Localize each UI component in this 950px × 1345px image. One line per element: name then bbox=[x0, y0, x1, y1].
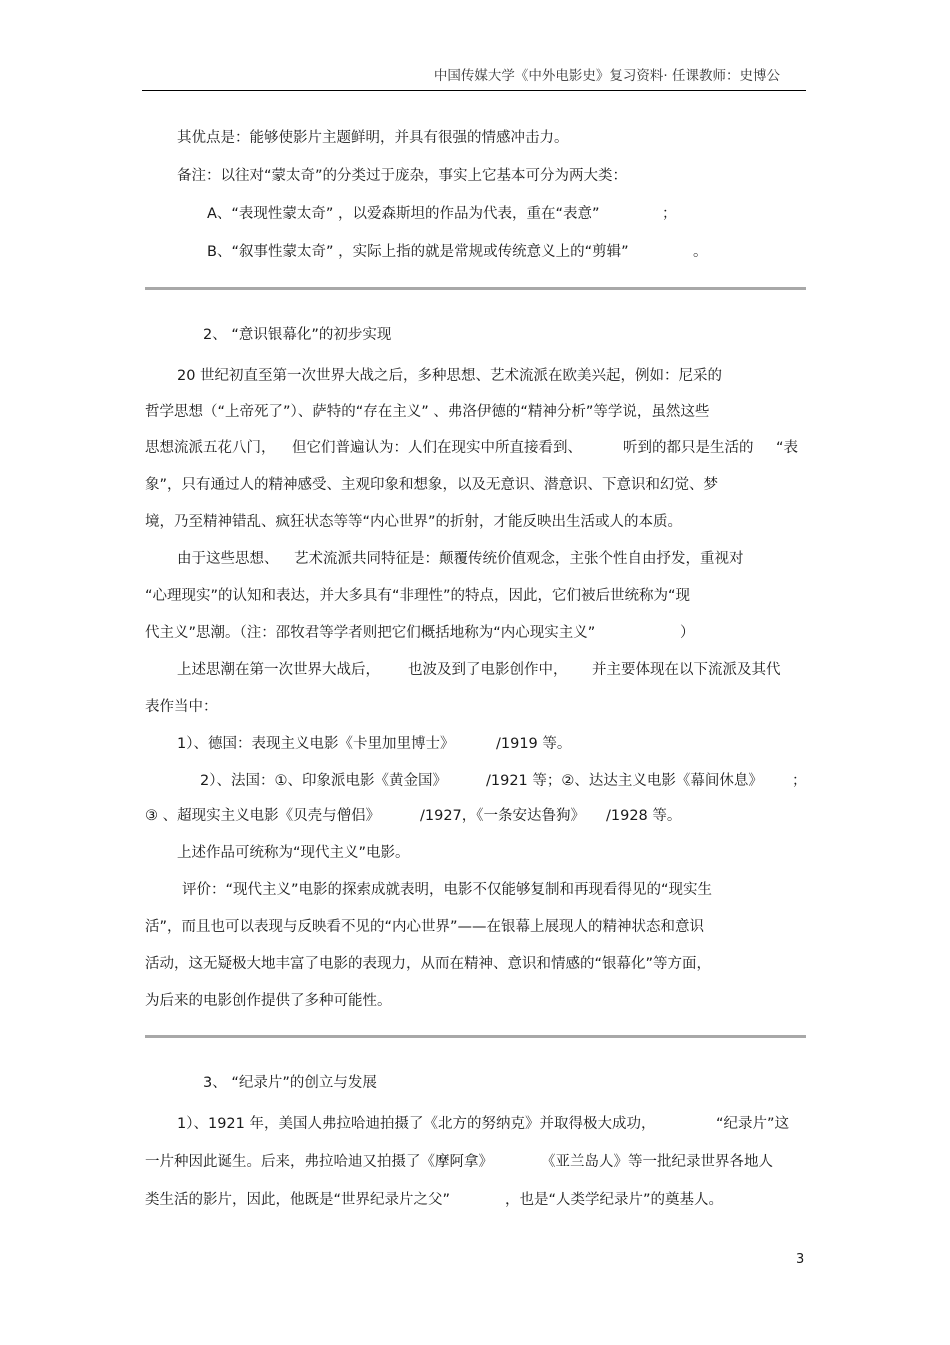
page-number: 3 bbox=[796, 1252, 805, 1267]
paragraph-line: 表作当中： bbox=[145, 699, 218, 715]
paragraph-line: 上述思潮在第一次世界大战后， bbox=[177, 662, 380, 678]
paragraph-line: “表 bbox=[776, 440, 799, 456]
list-item-a: A、“表现性蒙太奇” ，以爱森斯坦的作品为代表，重在“表意” bbox=[207, 206, 600, 222]
list-item-surrealism-cont: /1927，《一条安达鲁狗》 bbox=[420, 808, 586, 824]
header-rule bbox=[142, 90, 806, 91]
list-item-germany-year: /1919 等。 bbox=[496, 736, 572, 752]
list-item-france-cont: /1921 等；②、达达主义电影《幕间休息》 bbox=[486, 773, 763, 789]
list-item-a-end: ； bbox=[662, 206, 677, 222]
section-divider bbox=[145, 287, 806, 290]
paragraph-line: 思想流派五花八门， bbox=[145, 440, 276, 456]
paragraph-line: 为后来的电影创作提供了多种可能性。 bbox=[145, 993, 392, 1009]
paragraph-summary: 上述作品可统称为“现代主义”电影。 bbox=[177, 845, 410, 861]
paragraph-line: 活动，这无疑极大地丰富了电影的表现力，从而在精神、意识和情感的“银幕化”等方面， bbox=[145, 956, 712, 972]
list-item-b-end: 。 bbox=[693, 244, 708, 260]
list-item-b: B、“叙事性蒙太奇” ，实际上指的就是常规或传统意义上的“剪辑” bbox=[207, 244, 629, 260]
list-item-surrealism: ③ 、超现实主义电影《贝壳与僧侣》 bbox=[145, 808, 381, 824]
running-header: 中国传媒大学《中外电影史》复习资料· 任课教师：史博公 bbox=[433, 68, 780, 84]
paragraph-advantage: 其优点是：能够使影片主题鲜明，并具有很强的情感冲击力。 bbox=[177, 130, 569, 146]
paragraph-line: 1）、1921 年，美国人弗拉哈迪拍摄了《北方的努纳克》并取得极大成功， bbox=[177, 1116, 656, 1132]
list-item-france: 2）、法国：①、印象派电影《黄金国》 bbox=[200, 773, 447, 789]
paragraph-line: 活”，而且也可以表现与反映看不见的“内心世界”——在银幕上展现人的精神状态和意识 bbox=[145, 919, 705, 935]
paragraph-line: 代主义”思潮。（注：邵牧君等学者则把它们概括地称为“内心现实主义” bbox=[145, 625, 596, 641]
paragraph-line: 境，乃至精神错乱、疯狂状态等等“内心世界”的折射，才能反映出生活或人的本质。 bbox=[145, 514, 683, 530]
paragraph-line: “心理现实”的认知和表达，并大多具有“非理性”的特点，因此，它们被后世统称为“现 bbox=[145, 588, 691, 604]
paragraph-line: 象”，只有通过人的精神感受、主观印象和想象，以及无意识、潜意识、下意识和幻觉、梦 bbox=[145, 477, 719, 493]
paragraph-line: 艺术流派共同特征是：颠覆传统价值观念，主张个性自由抒发，重视对 bbox=[294, 551, 744, 567]
paragraph-line: 但它们普遍认为：人们在现实中所直接看到、 bbox=[292, 440, 582, 456]
paragraph-line: 类生活的影片，因此，他既是“世界纪录片之父” bbox=[145, 1192, 451, 1208]
paragraph-line: 由于这些思想、 bbox=[177, 551, 279, 567]
paragraph-line: 一片种因此诞生。后来，弗拉哈迪又拍摄了《摩阿拿》 bbox=[145, 1154, 493, 1170]
paragraph-line: 《亚兰岛人》等一批纪录世界各地人 bbox=[541, 1154, 773, 1170]
paragraph-note: 备注：以往对“蒙太奇”的分类过于庞杂，事实上它基本可分为两大类： bbox=[177, 168, 628, 184]
paragraph-line: “纪录片”这 bbox=[716, 1116, 790, 1132]
paragraph-line: 20 世纪初直至第一次世界大战之后，多种思想、艺术流派在欧美兴起，例如：尼采的 bbox=[177, 368, 723, 384]
paragraph-line: ，也是“人类学纪录片”的奠基人。 bbox=[505, 1192, 724, 1208]
list-item-germany: 1）、德国：表现主义电影《卡里加里博士》 bbox=[177, 736, 455, 752]
paragraph-line: 听到的都只是生活的 bbox=[623, 440, 754, 456]
section-divider bbox=[145, 1035, 806, 1038]
section-heading-3: 3、 “纪录片”的创立与发展 bbox=[203, 1075, 377, 1091]
paragraph-line: 也波及到了电影创作中， bbox=[408, 662, 568, 678]
list-item-france-end: ； bbox=[792, 773, 807, 789]
paragraph-line: 并主要体现在以下流派及其代 bbox=[592, 662, 781, 678]
paragraph-line: ） bbox=[680, 625, 695, 641]
list-item-surrealism-year: /1928 等。 bbox=[606, 808, 682, 824]
paragraph-line: 评价：“现代主义”电影的探索成就表明，电影不仅能够复制和再现看得见的“现实生 bbox=[182, 882, 713, 898]
paragraph-line: 哲学思想（“上帝死了”）、萨特的“存在主义” 、弗洛伊德的“精神分析”等学说，虽然这些 bbox=[145, 404, 710, 420]
section-heading-2: 2、 “意识银幕化”的初步实现 bbox=[203, 327, 392, 343]
